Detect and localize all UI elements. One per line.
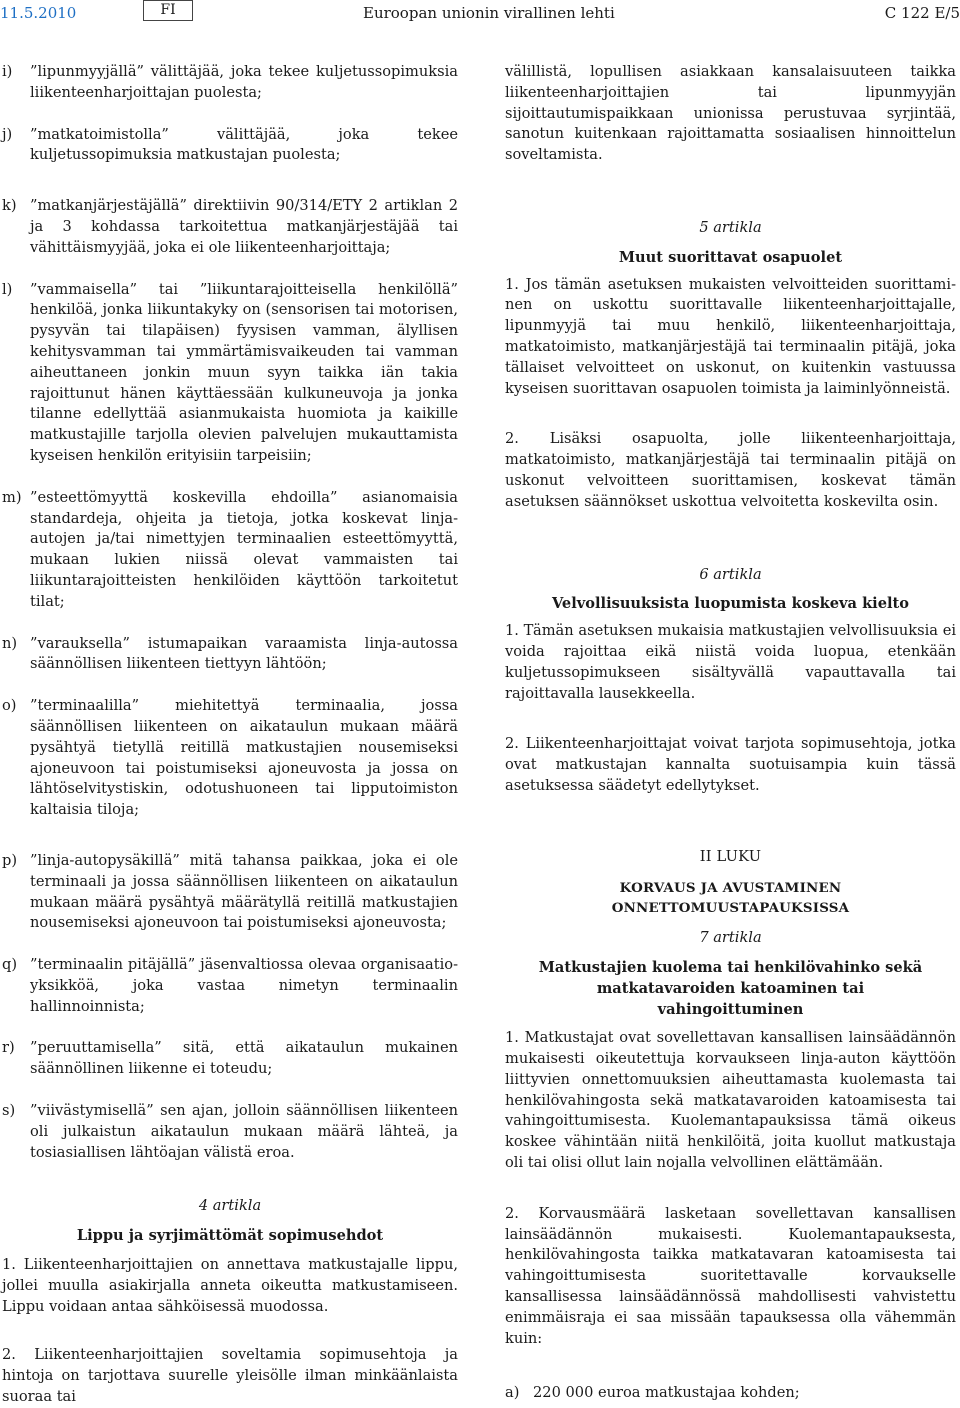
article-5-number: 5 artikla	[699, 218, 762, 236]
definition-q	[2, 955, 458, 1017]
article-5-paragraph-1: 1. Jos tämän asetuksen mukaisten velvoitteiden suorittaminen on uskottu suorittavalle liikenteenharjoittajalle, lipunmyyjä tai muu henkilö, liikenteenharjoittaja, matkatoimisto, matkanjärjestäjä tai terminaalin pitäjä, joka tällaiset velvoitteet on uskonut, on kuitenkin vastuussa kyseisen suorittavan osapuolen toimista ja laiminlyönneistä.	[505, 275, 956, 397]
item-text: ”viivästymisellä” sen ajan, jolloin säännöllisen liikenteen oli julkaistun aikataulun mukaan määrä lähteä, ja tosiasiallisen lähtöajan välistä eroa.	[30, 1102, 458, 1161]
item-label: s)	[2, 1102, 16, 1120]
item-text: ”varauksella” istumapaikan varaamista linja-autossa säännöllisen liikenteen tiettyyn lähtöön;	[30, 634, 458, 673]
article-5-title: Muut suorittavat osapuolet	[618, 248, 843, 266]
definition-j	[2, 125, 458, 167]
item-label: n)	[2, 634, 18, 652]
item-label: l)	[2, 280, 13, 298]
chapter-title: KORVAUS JA AVUSTAMINEN ONNETTOMUUSTAPAUKSISSA	[611, 879, 850, 917]
article-7-number: 7 artikla	[699, 929, 762, 947]
right-column	[505, 62, 956, 1404]
item-label: p)	[2, 851, 18, 869]
definition-o	[2, 696, 458, 821]
article-4-paragraph-1: 1. Liikenteenharjoittajien on annettava matkustajalle lippu, jollei muulla asiakirjalla anneta oikeutta matkustamiseen. Lippu voidaan antaa sähköisessä muodossa.	[2, 1256, 458, 1315]
definition-l	[2, 280, 458, 467]
article-4-paragraph-2: 2. Liikenteenharjoittajien soveltamia sopimusehtoja ja hintoja on tarjottava suurelle yleisölle ilman minkäänlaista suoraa tai	[2, 1346, 458, 1406]
article-6-paragraph-1: 1. Tämän asetuksen mukaisia matkustajien velvollisuuksia ei voida rajoittaa eikä niistä voida luopua, etenkään kuljetussopimukseen sisältyvällä vapauttavalla tai rajoittavalla lausekkeella.	[505, 622, 956, 702]
item-label: i)	[2, 63, 13, 80]
item-text: ”peruuttamisella” sitä, että aikataulun mukainen säännöllinen liikenne ei toteudu;	[30, 1039, 458, 1078]
article-6-paragraph-2: 2. Liikenteenharjoittajat voivat tarjota sopimusehtoja, jotka ovat matkustajan kannalta suotuisampia kuin tässä asetuksessa säädetyt edellytykset.	[505, 735, 956, 794]
definition-r	[2, 1038, 458, 1080]
item-label: m)	[2, 488, 22, 506]
article-7-title: Matkustajien kuolema tai henkilövahinko sekä matkatavaroiden katoaminen tai vahingoittuminen	[538, 958, 923, 1018]
journal-title: Euroopan unionin virallinen lehti	[363, 4, 615, 22]
page-header	[0, 0, 960, 30]
item-text: ”linja-autopysäkillä” mitä tahansa paikkaa, joka ei ole terminaali ja jossa säännöllisen liikenteen on aikataulun mukaan määrä pysähtyä määrätyllä reitillä matkustajien nousemiseksi ajoneuvoon tai poistumiseksi ajoneuvosta;	[30, 851, 458, 932]
item-text: 220 000 euroa matkustajaa kohden;	[533, 1384, 800, 1402]
continued-paragraph: välillistä, lopullisen asiakkaan kansalaisuuteen taikka liikenteenharjoittajien tai lipunmyyjän sijoittautumispaikkaan unionissa perustuvaa syrjintää, sanotun kuitenkaan rajoittamatta sosiaalisen hinnoittelun soveltamista.	[505, 63, 956, 164]
item-label: k)	[2, 197, 17, 215]
article-4-number: 4 artikla	[198, 1197, 262, 1215]
chapter-number: II LUKU	[699, 847, 762, 865]
item-label: o)	[2, 697, 17, 715]
definition-i	[2, 62, 458, 104]
left-column	[2, 62, 458, 1408]
definition-n	[2, 634, 458, 676]
item-label: r)	[2, 1039, 15, 1057]
publication-date: 11.5.2010	[0, 4, 77, 22]
item-text: ”matkatoimistolla” välittäjää, joka tekee kuljetussopimuksia matkustajan puolesta;	[30, 125, 458, 164]
definition-k	[2, 196, 458, 258]
definition-m	[2, 488, 458, 613]
page-reference: C 122 E/5	[884, 4, 960, 22]
item-text: ”matkanjärjestäjällä” direktiivin 90/314/ETY 2 artiklan 2 ja 3 kohdassa tarkoitettua matkanjärjestäjää tai vähittäismyyjää, joka ei ole liikenteenharjoittaja;	[30, 197, 458, 256]
item-text: ”terminaalilla” miehitettyä terminaalia, jossa säännöllisen liikenteen on aikataulun mukaan määrä pysähtyä tietyllä reitillä matkustajien nousemiseksi ajoneuvoon tai poistumiseksi ajoneuvosta ja jossa on lähtöselvitystiskin, odotushuoneen tai lipputoimiston kaltaisia tiloja;	[30, 697, 458, 819]
article-6-number: 6 artikla	[699, 565, 762, 583]
item-label: q)	[2, 956, 18, 974]
definition-p	[2, 851, 458, 934]
item-text: ”esteettömyyttä koskevilla ehdoilla” asianomaisia standardeja, ohjeita ja tietoja, jotka koskevat linja-autojen ja/tai nimettyjen terminaalien esteettömyyttä, mukaan lukien niissä olevat vammaisten tai liikuntarajoitteisten henkilöiden käyttöön tarkoitetut tilat;	[30, 488, 458, 610]
item-label: j)	[2, 125, 13, 143]
article-7-paragraph-2: 2. Korvausmäärä lasketaan sovellettavan kansallisen lainsäädännön mukaisesti. Kuolemantapauksesta, henkilövahingosta taikka matkatavaran katoamisesta tai vahingoittumisesta suoritettavalle korvaukselle kansallisessa lainsäädännössä mahdollisesti vahvistettu enimmäisraja ei saa missään tapauksessa olla vähemmän kuin:	[505, 1204, 956, 1347]
list-item-a	[505, 1383, 956, 1404]
item-text: ”vammaisella” tai ”liikuntarajoitteisella henkilöllä” henkilöä, jonka liikuntakyky on (sensorisen tai motorisen, pysyvän tai tilapäisen) fyysisen vamman, älyllisen kehitysvamman tai ymmärtämisvaikeuden tai vamman aiheuttaneen jonkin muun syyn taikka iän takia rajoittunut hänen käyttäessään kulkuneuvoja ja jonka tilanne edellyttää asianmukaista huomiota ja kaikille matkustajille tarjolla olevien palvelujen mukauttamista kyseisen henkilön erityisiin tarpeisiin;	[30, 280, 458, 464]
item-label: a)	[505, 1384, 520, 1402]
article-6-title: Velvollisuuksista luopumista koskeva kielto	[551, 595, 910, 613]
item-text: ”lipunmyyjällä” välittäjää, joka tekee kuljetussopimuksia liikenteenharjoittajan puolesta;	[30, 63, 458, 101]
item-text: ”terminaalin pitäjällä” jäsenvaltiossa olevaa organisaatioyksikköä, joka vastaa nimetyn terminaalin hallinnoinnista;	[30, 956, 458, 1015]
article-7-paragraph-1: 1. Matkustajat ovat sovellettavan kansallisen lainsäädännön mukaisesti oikeutettuja korvaukseen linja-auton käyttöön liittyvien onnettomuuksien aiheuttamasta kuolemasta tai henkilövahingosta sekä matkatavaroiden katoamisesta tai vahingoittumisesta. Kuolemantapauksissa tämä oikeus koskee vähintään niitä henkilöitä, joita kuollut matkustaja oli tai olisi ollut lain nojalla velvollinen elättämään.	[505, 1029, 956, 1172]
article-5-paragraph-2: 2. Lisäksi osapuolta, jolle liikenteenharjoittaja, matkatoimisto, matkanjärjestäjä tai terminaalin pitäjä on uskonut velvoitteen suorittamisen, koskevat tämän asetuksen säännökset uskottua velvoitetta koskevilta osin.	[505, 430, 956, 510]
article-4-title: Lippu ja syrjimättömät sopimusehdot	[76, 1227, 384, 1245]
definition-s	[2, 1101, 458, 1163]
language-badge: FI	[143, 0, 193, 21]
